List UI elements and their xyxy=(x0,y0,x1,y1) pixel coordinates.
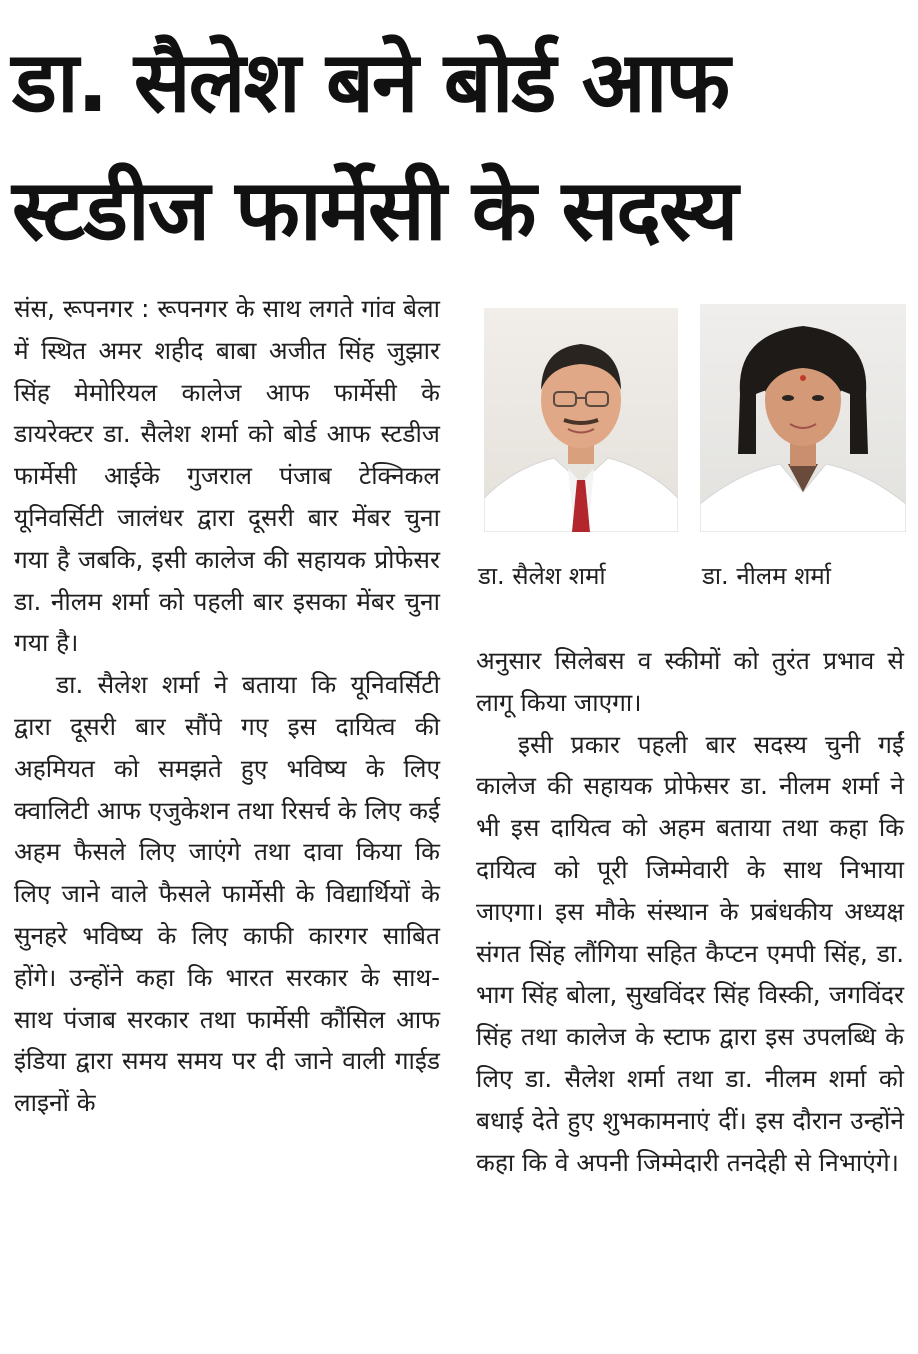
article-paragraph: संस, रूपनगर : रूपनगर के साथ लगते गांव बेला में स्थित अमर शहीद बाबा अजीत सिंह जुझार सिंह मेमोरियल कालेज आफ फार्मेसी के डायरेक्टर डा. सैलेश शर्मा को बोर्ड आफ स्टडीज फार्मेसी आईके गुजराल पंजाब टेक्निकल यूनिवर्सिटी जालंधर द्वारा दूसरी बार मेंबर चुना गया है जबकि, इसी कालेज की सहायक प्रोफेसर डा. नीलम शर्मा को पहली बार इसका मेंबर चुना गया है। xyxy=(14,294,440,658)
photo-dr-neelam xyxy=(700,304,906,532)
article-paragraph: डा. सैलेश शर्मा ने बताया कि यूनिवर्सिटी द्वारा दूसरी बार सौंपे गए इस दायित्व की अहमियत को समझते हुए भविष्य के लिए क्वालिटी आफ एजुकेशन तथा रिसर्च के लिए कई अहम फैसले लिए जाएंगे तथा दावा किया कि लिए जाने वाले फैसले फार्मेसी के विद्यार्थियों के सुनहरे भविष्य के लिए काफी कारगर साबित होंगे। उन्होंने कहा कि भारत सरकार के साथ-साथ पंजाब सरकार तथा फार्मेसी कौंसिल आफ इंडिया द्वारा समय समय पर दी जाने वाली गाईड लाइनों के xyxy=(14,670,440,1118)
article-paragraph: अनुसार सिलेबस व स्कीमों को तुरंत प्रभाव से लागू किया जाएगा। xyxy=(476,646,904,717)
photo-dr-sailesh xyxy=(484,308,678,532)
headline-line-1: डा. सैलेश बने बोर्ड आफ xyxy=(12,33,729,131)
article-paragraph: इसी प्रकार पहली बार सदस्य चुनी गईं कालेज की सहायक प्रोफेसर डा. नीलम शर्मा ने भी इस दायित्व को अहम बताया तथा कहा कि दायित्व को पूरी जिम्मेवारी के साथ निभाया जाएगा। इस मौके संस्थान के प्रबंधकीय अध्यक्ष संगत सिंह लौंगिया सहित कैप्टन एमपी सिंह, डा. भाग सिंह बोला, सुखविंदर सिंह विस्की, जगविंदर सिंह तथा कालेज के स्टाफ द्वारा इस उपलब्धि के लिए डा. सैलेश शर्मा तथा डा. नीलम शर्मा को बधाई देते हुए शुभकामनाएं दीं। इस दौरान उन्होंने कहा कि वे अपनी जिम्मेदारी तनदेही से निभाएंगे। xyxy=(476,729,904,1177)
portrait-woman-image xyxy=(700,304,906,532)
article-column-left xyxy=(14,288,440,1124)
photo-caption: डा. नीलम शर्मा xyxy=(702,562,831,590)
photo-caption: डा. सैलेश शर्मा xyxy=(478,562,606,590)
headline-line-2: स्टडीज फार्मेसी के सदस्य xyxy=(12,161,737,259)
article-column-right xyxy=(476,640,904,1183)
portrait-man-image xyxy=(484,308,678,532)
headline xyxy=(12,18,912,274)
